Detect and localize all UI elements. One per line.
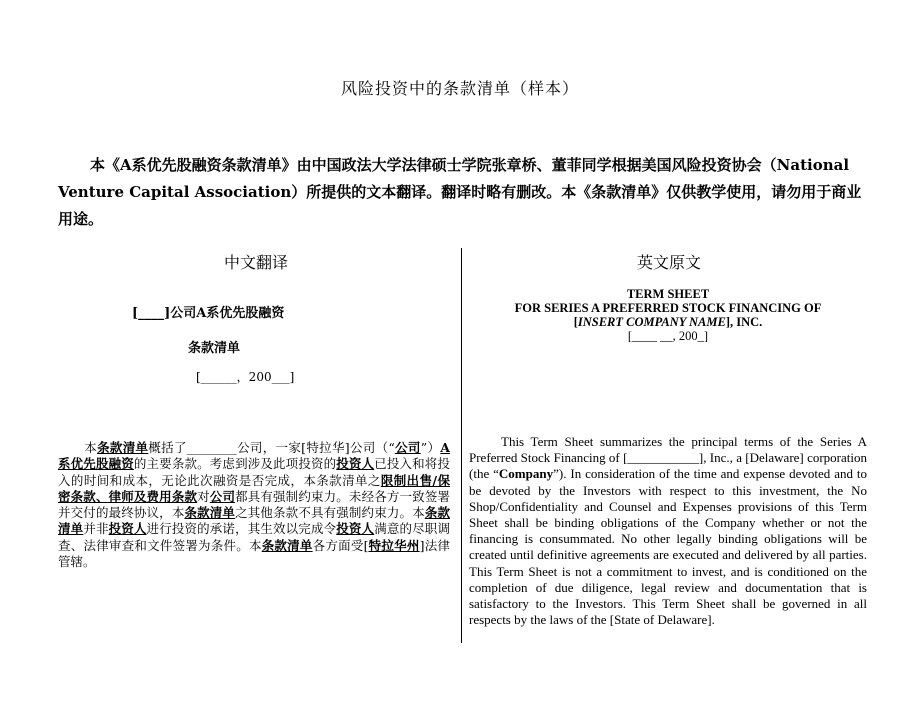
intro-text: 本《A系优先股融资条款清单》由中国政法大学法律硕士学院张章桥、董菲同学根据美国风险投资协会（National Venture Capital Association）所提供的文本翻译。翻译时略有删改。本《条款清单》仅供教学使用，请勿用于商业用途。 (58, 156, 862, 228)
cn-text: ”） (420, 440, 441, 455)
cn-term: 条款清单 (261, 537, 313, 553)
cn-term: 限制出售/保密条款、律师及费用条款 (58, 472, 450, 504)
cn-text: 本 (84, 440, 98, 455)
en-term-company: Company (498, 466, 554, 482)
en-company-placeholder: INSERT COMPANY NAME (577, 315, 726, 329)
en-title-line2: FOR SERIES A PREFERRED STOCK FINANCING OF (514, 301, 822, 315)
cn-text: 满意的尽职调查、法律审查和文件签署为条件。本 (58, 521, 450, 553)
cn-term: 公司 (394, 440, 421, 455)
right-column-heading: 英文原文 (636, 253, 701, 272)
en-bracket-open: [ (573, 315, 578, 329)
cn-text: 都具有强制约束力。未经各方一致签署并交付的最终协议，本 (58, 488, 450, 521)
cn-term: 特拉华州 (368, 537, 420, 553)
en-bracket-close: ], INC. (725, 315, 763, 329)
en-title-line1: TERM SHEET (626, 287, 710, 301)
en-heading-block (470, 287, 866, 343)
cn-text: 之其他条款不具有强制约束力。本 (235, 505, 425, 521)
cn-body-paragraph (58, 440, 450, 570)
en-title-line3 (470, 315, 866, 329)
cn-text: 对 (197, 488, 210, 504)
cn-term: 条款清单 (58, 505, 450, 537)
en-body-paragraph (469, 434, 867, 628)
left-column-heading: 中文翻译 (223, 253, 288, 272)
cn-term: 条款清单 (184, 505, 236, 521)
cn-text: 已投入和将投入的时间和成本，无论此次融资是否完成，本条款清单之 (58, 456, 450, 488)
cn-term: A系优先股融资 (58, 440, 450, 472)
cn-date-line: [______，200___] (196, 370, 295, 384)
cn-text: 各方面受[ (312, 537, 369, 553)
cn-subtitle: 条款清单 (188, 341, 241, 356)
en-text: This Term Sheet summarizes the principal terms of the Series A Preferred Stock Financing of [___________], Inc., a [Delaware] corporation (the “ (469, 434, 867, 482)
en-date-line: [____ __, 200_] (627, 329, 709, 343)
column-divider (461, 248, 462, 643)
cn-term: 条款清单 (97, 440, 149, 455)
cn-text: ]法律管辖。 (58, 537, 450, 570)
cn-term: 公司 (209, 488, 236, 504)
cn-company-line: [____]公司A系优先股融资 (132, 306, 285, 321)
intro-paragraph (58, 152, 870, 233)
cn-term: 投资人 (336, 521, 375, 537)
cn-text: 的主要条款。考虑到涉及此项投资的 (133, 456, 337, 472)
cn-term: 投资人 (108, 521, 147, 537)
cn-text: 概括了________公司，一家[特拉华]公司（“ (148, 440, 395, 455)
cn-text: 并非 (83, 521, 109, 537)
page-title: 风险投资中的条款清单（样本） (340, 79, 579, 98)
cn-term: 投资人 (336, 456, 375, 472)
cn-text: 进行投资的承诺，其生效以完成令 (146, 521, 337, 537)
en-text: ”). In consideration of the time and expense devoted and to be devoted by the Investors with respect to this investment, the No Shop/Confidentiality and Counsel and Expenses provisions of this Term Sheet shall be binding obligations of the Company whether or not the financing is consummated. No other legally binding obligations will be created until definitive agreements are executed and delivered by all parties. This Term Sheet is not a commitment to invest, and is conditioned on the completion of due diligence, legal review and documentation that is satisfactory to the Investors. This Term Sheet shall be governed in all respects by the laws of the [State of Delaware]. (469, 466, 867, 628)
